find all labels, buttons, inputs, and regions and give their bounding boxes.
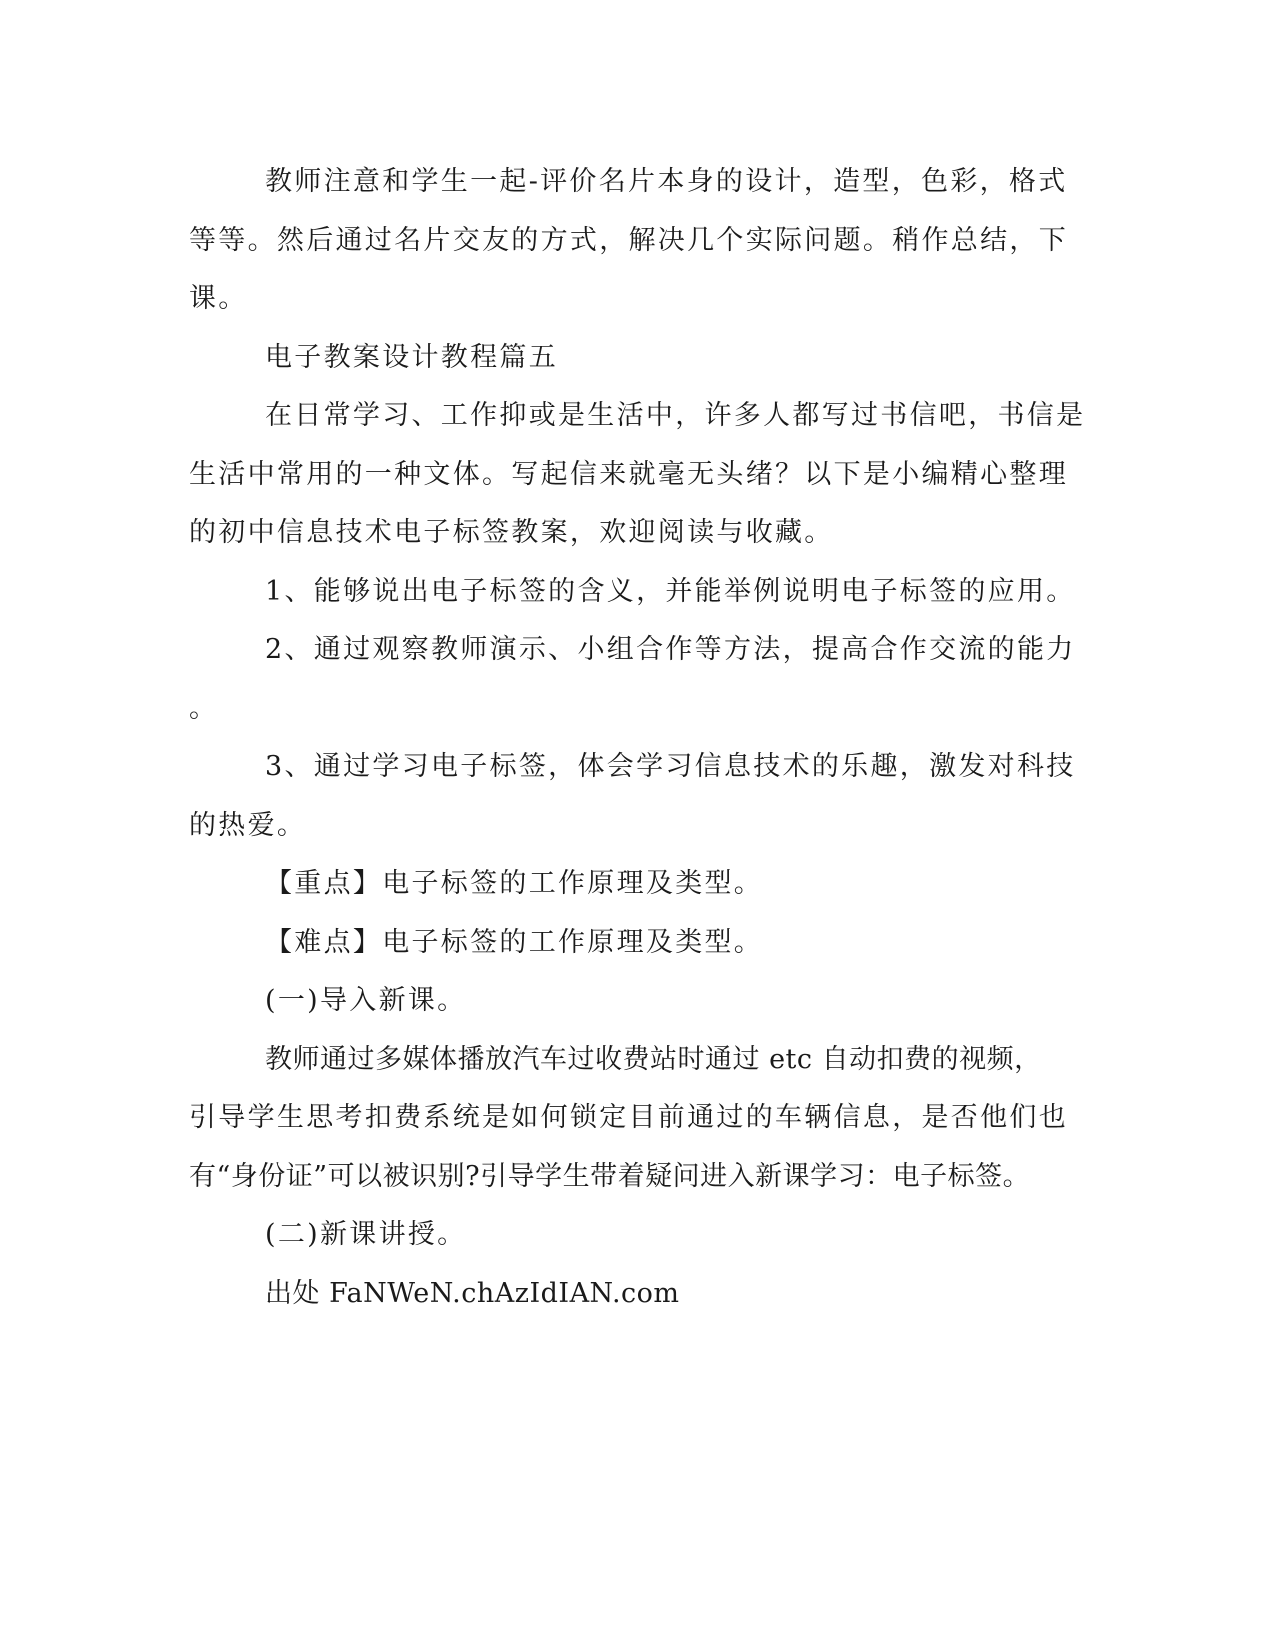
subsection-heading: (二)新课讲授。	[265, 1219, 467, 1250]
paragraph-line: 生活中常用的一种文体。写起信来就毫无头绪？以下是小编精心整理	[189, 459, 1068, 490]
paragraph-line: 教师注意和学生一起-评价名片本身的设计，造型，色彩，格式	[265, 166, 1068, 197]
list-item: 2、通过观察教师演示、小组合作等方法，提高合作交流的能力	[265, 634, 1076, 665]
subsection-heading: (一)导入新课。	[265, 985, 467, 1016]
paragraph-line: 在日常学习、工作抑或是生活中，许多人都写过书信吧，书信是	[265, 400, 1086, 431]
paragraph-line: 引导学生思考扣费系统是如何锁定目前通过的车辆信息，是否他们也	[189, 1102, 1068, 1133]
paragraph-line: 的热爱。	[189, 810, 307, 841]
paragraph-line: 的初中信息技术电子标签教案，欢迎阅读与收藏。	[189, 517, 834, 548]
difficult-point: 【难点】电子标签的工作原理及类型。	[265, 927, 764, 958]
paragraph-line: 教师通过多媒体播放汽车过收费站时通过 etc 自动扣费的视频，	[265, 1044, 1042, 1075]
list-item: 3、通过学习电子标签，体会学习信息技术的乐趣，激发对科技	[265, 751, 1076, 782]
paragraph-line: 等等。然后通过名片交友的方式，解决几个实际问题。稍作总结，下	[189, 225, 1068, 256]
source-note: 出处 FaNWeN.chAzIdIAN.com	[265, 1278, 680, 1309]
paragraph-line: 有“身份证”可以被识别?引导学生带着疑问进入新课学习：电子标签。	[189, 1161, 1031, 1192]
paragraph-line: 课。	[189, 283, 248, 314]
key-point: 【重点】电子标签的工作原理及类型。	[265, 868, 764, 899]
paragraph-line: 。	[189, 693, 219, 724]
list-item: 1、能够说出电子标签的含义，并能举例说明电子标签的应用。	[265, 576, 1076, 607]
section-heading: 电子教案设计教程篇五	[265, 342, 558, 373]
